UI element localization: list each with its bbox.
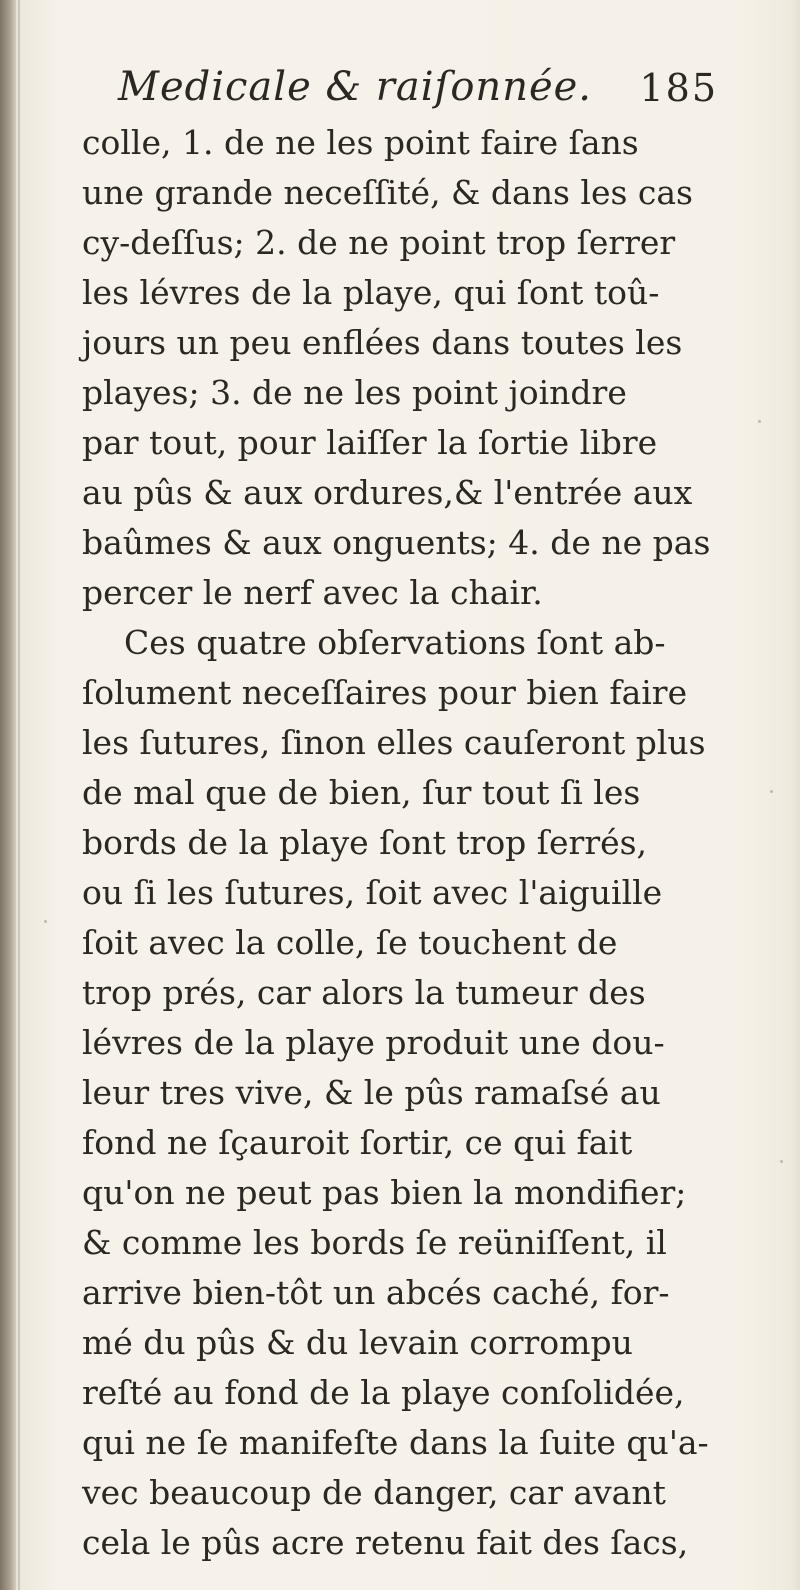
text-line: une grande neceſſité, & dans les cas <box>82 173 693 212</box>
page-header <box>118 64 718 120</box>
text-line: jours un peu enflées dans toutes les <box>82 323 683 362</box>
paragraph-start-line: Ces quatre obſervations ſont ab- <box>124 623 666 662</box>
text-line: ou ſi les ſutures, ſoit avec l'aiguille <box>82 873 663 912</box>
text-line: par tout, pour laiſſer la ſortie libre <box>82 423 658 462</box>
paper-speck <box>44 920 47 923</box>
text-line: qu'on ne peut pas bien la mondifier; <box>82 1173 687 1212</box>
text-line: mé du pûs & du levain corrompu <box>82 1323 633 1362</box>
text-line: ſolument neceſſaires pour bien faire <box>82 673 688 712</box>
text-line: cy-deſſus; 2. de ne point trop ſerrer <box>82 223 676 262</box>
text-line: & comme les bords ſe reüniſſent, il <box>82 1223 667 1262</box>
text-line: les ſutures, ſinon elles cauſeront plus <box>82 723 706 762</box>
paper-speck <box>758 420 761 423</box>
text-line: percer le nerf avec la chair. <box>82 573 543 612</box>
book-binding <box>0 0 16 1590</box>
text-line: reſté au fond de la playe conſolidée, <box>82 1373 685 1412</box>
gutter-line <box>18 0 20 1590</box>
text-line: bords de la playe ſont trop ſerrés, <box>82 823 648 862</box>
text-line: trop prés, car alors la tumeur des <box>82 973 646 1012</box>
text-line: de mal que de bien, ſur tout ſi les <box>82 773 641 812</box>
text-line: au pûs & aux ordures,& l'entrée aux <box>82 473 693 512</box>
text-line: fond ne ſçauroit ſortir, ce qui fait <box>82 1123 633 1162</box>
text-line: lévres de la playe produit une dou- <box>82 1023 665 1062</box>
running-head: Medicale & raiſonnée. <box>118 64 593 110</box>
text-line: ſoit avec la colle, ſe touchent de <box>82 923 618 962</box>
paper-speck <box>770 790 773 793</box>
page-number: 185 <box>639 66 718 110</box>
text-line: leur tres vive, & le pûs ramaſsé au <box>82 1073 661 1112</box>
text-line: cela le pûs acre retenu fait des ſacs, <box>82 1523 689 1562</box>
text-line: baûmes & aux onguents; 4. de ne pas <box>82 523 711 562</box>
text-line: playes; 3. de ne les point joindre <box>82 373 627 412</box>
text-line: les lévres de la playe, qui ſont toû- <box>82 273 660 312</box>
paper-speck <box>780 1160 783 1163</box>
text-line: arrive bien-tôt un abcés caché, for- <box>82 1273 670 1312</box>
text-line: vec beaucoup de danger, car avant <box>82 1473 666 1512</box>
text-line: colle, 1. de ne les point faire ſans <box>82 123 639 162</box>
text-line: qui ne ſe manifeſte dans la ſuite qu'a- <box>82 1423 709 1462</box>
